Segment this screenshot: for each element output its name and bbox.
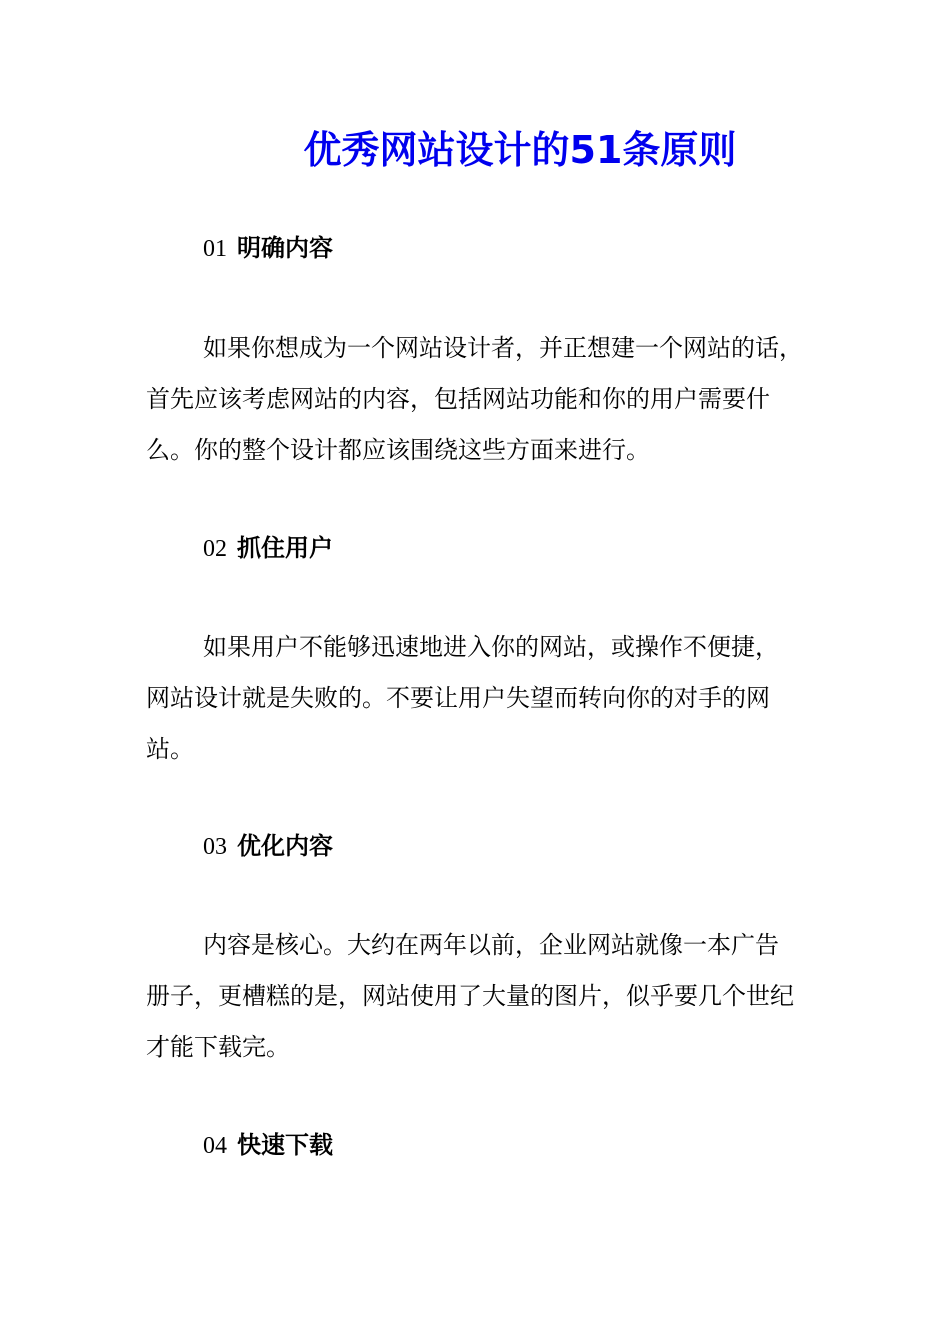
section-paragraph-03 — [146, 920, 836, 1073]
paragraph-line: 才能下载完。 — [146, 1033, 290, 1061]
paragraph-line: 么。你的整个设计都应该围绕这些方面来进行。 — [146, 436, 650, 464]
section-heading-03 — [203, 826, 333, 867]
section-number: 02 — [203, 536, 227, 562]
section-number: 03 — [203, 834, 227, 860]
page-title: 优秀网站设计的51条原则 — [303, 128, 737, 172]
paragraph-line: 首先应该考虑网站的内容，包括网站功能和你的用户需要什 — [146, 385, 770, 413]
paragraph-line: 册子，更槽糕的是，网站使用了大量的图片，似乎要几个世纪 — [146, 982, 794, 1010]
section-heading-02 — [203, 528, 333, 569]
section-number: 04 — [203, 1133, 227, 1159]
section-paragraph-01 — [146, 323, 836, 476]
section-heading-text: 抓住用户 — [237, 533, 333, 562]
section-heading-04 — [203, 1125, 333, 1166]
section-heading-text: 优化内容 — [237, 831, 333, 860]
section-number: 01 — [203, 236, 227, 262]
paragraph-line: 网站设计就是失败的。不要让用户失望而转向你的对手的网 — [146, 684, 770, 712]
paragraph-line: 如果用户不能够迅速地进入你的网站，或操作不便捷， — [203, 633, 779, 661]
section-heading-text: 明确内容 — [237, 233, 333, 262]
paragraph-line: 如果你想成为一个网站设计者，并正想建一个网站的话， — [203, 334, 803, 362]
section-heading-text: 快速下载 — [237, 1130, 333, 1159]
paragraph-line: 站。 — [146, 735, 194, 763]
section-heading-01 — [203, 228, 333, 269]
paragraph-line: 内容是核心。大约在两年以前，企业网站就像一本广告 — [203, 931, 779, 959]
section-paragraph-02 — [146, 622, 836, 775]
